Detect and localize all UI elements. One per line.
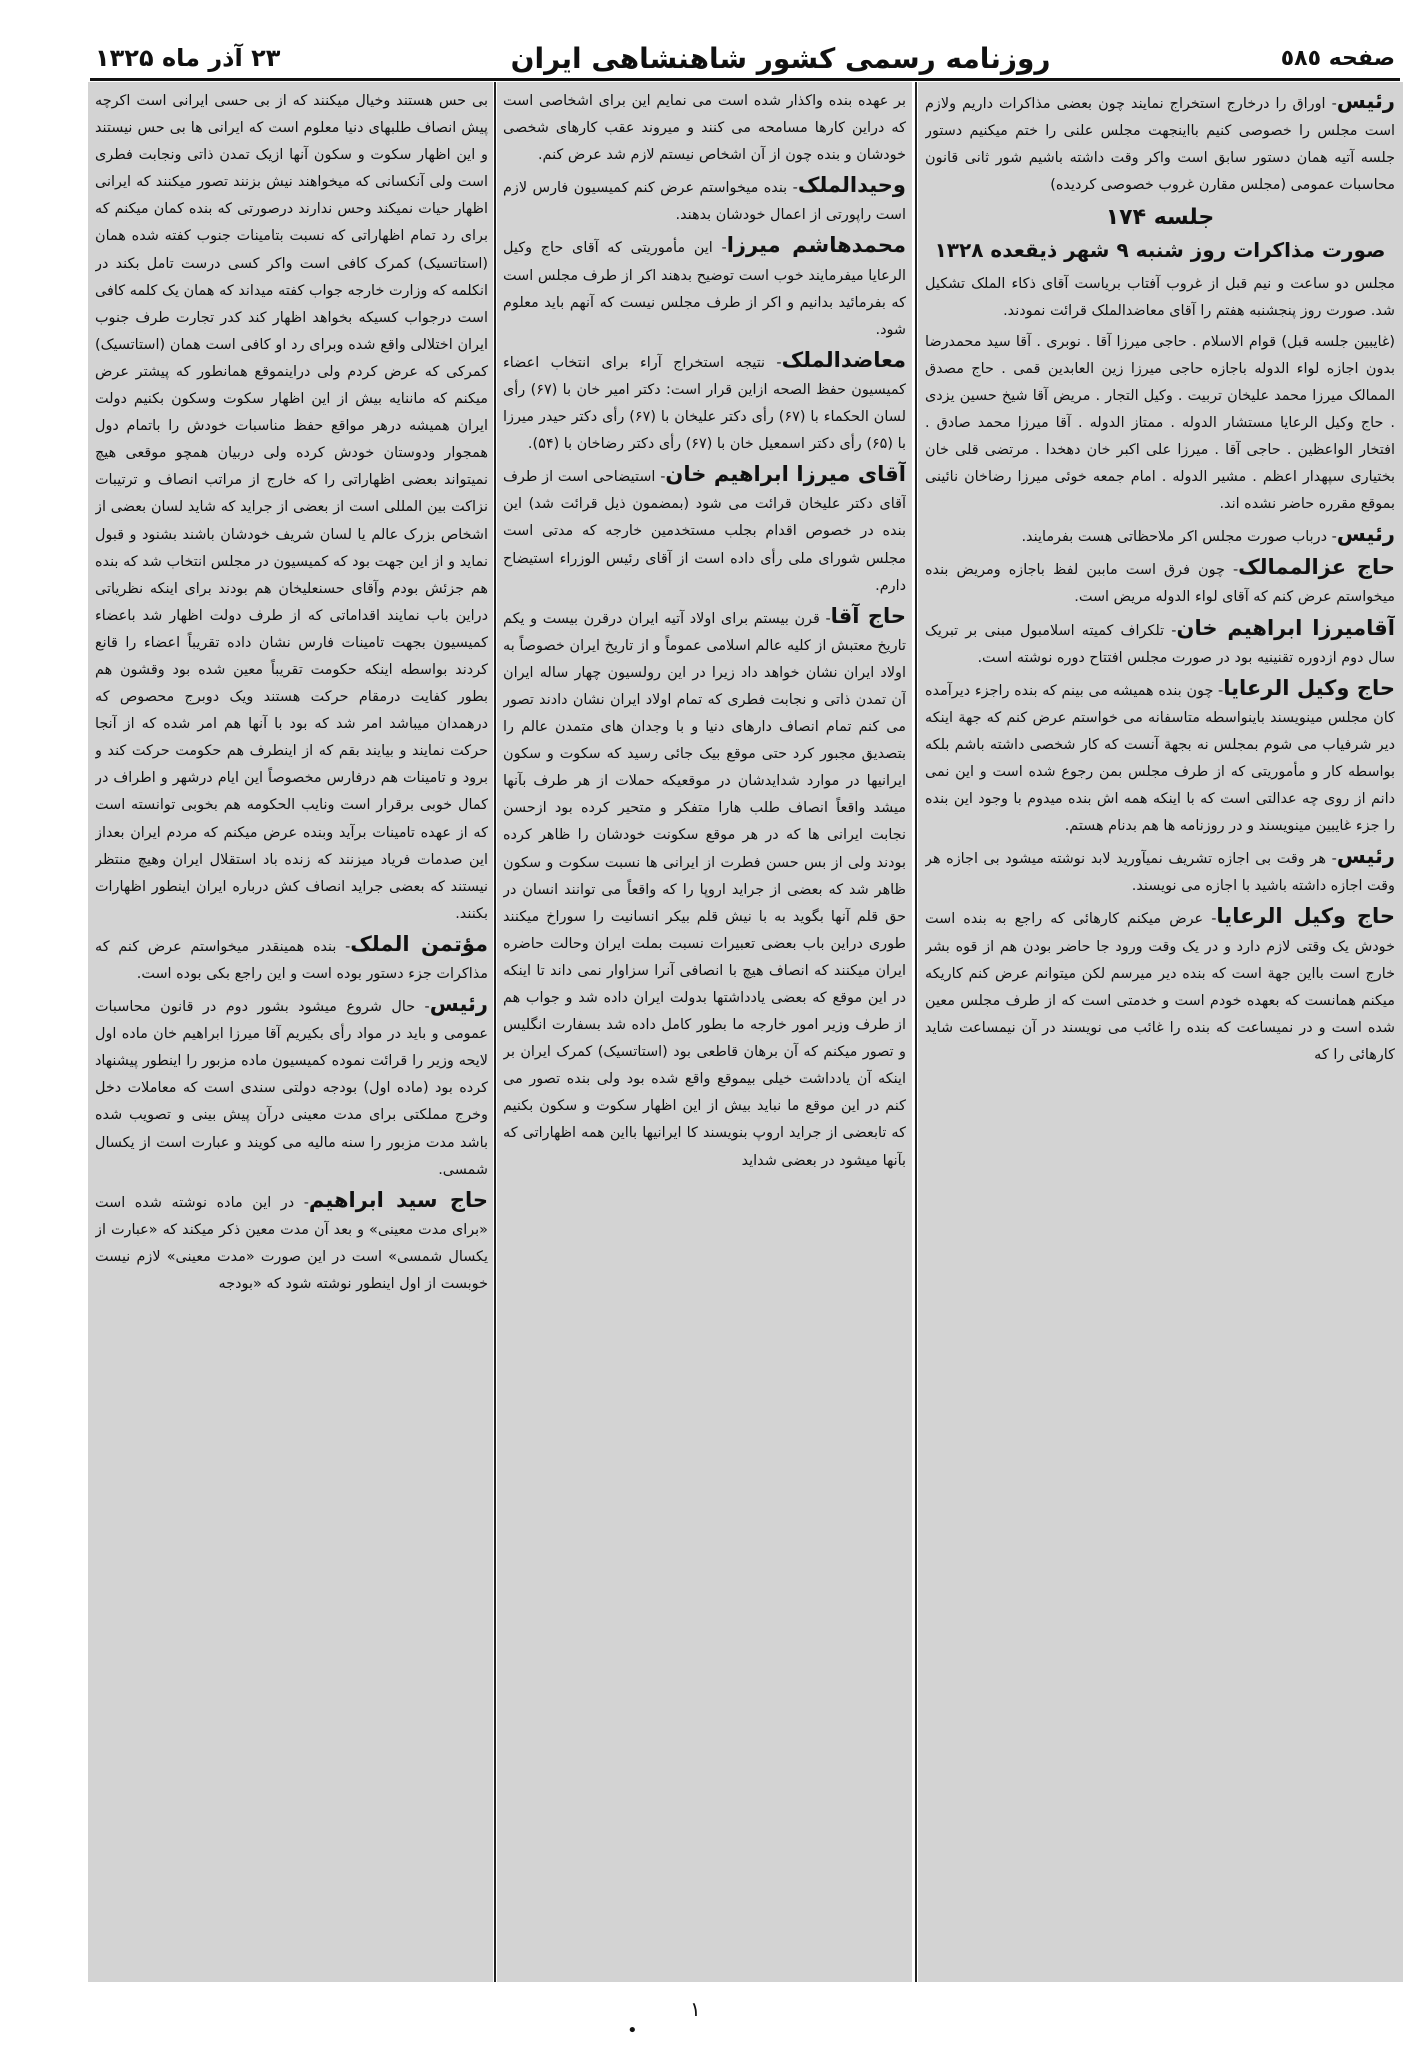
left-column bbox=[95, 88, 488, 1973]
newspaper-title: روزنامه رسمی کشور شاهنشاهی ایران bbox=[510, 41, 1051, 75]
column-divider bbox=[915, 82, 917, 1982]
speaker-name: رئیس bbox=[1336, 844, 1395, 869]
session-number: جلسه ۱۷۴ bbox=[1105, 205, 1215, 231]
speaker-name: رئیس bbox=[1336, 89, 1395, 113]
right-column bbox=[925, 88, 1395, 1973]
paragraph bbox=[95, 991, 488, 1184]
paragraph: بی حس هستند وخیال میکنند که از بی حسی ایرانی است اکرچه پیش انصاف طلبهای دنیا معلوم است که ایرانی ها بی حس نیستند و این اظهار سکوت و سکون آنها ازیک تمدن ذاتی ونجابت فطری است ولی آنکسانی که میخواهند نیش بزنند تصور میکنند که ایرانی اظهار حیات نمیکند وحس ندارند درصورتی که بنده کمان میکنم که برای رد تمام اظهاراتی که نسبت بتامینات جنوب کفته شده همان (استاتسیک) کمرک کافی است واکر کسی درست تامل بکند در انکلمه که وزارت خارجه جواب کفته میداند که همان یک کلمه کافی است درجواب کسیکه بخواهد اظهار کند کدر تجارت طرف جنوب ایران اختلالی واقع شده وبرای رد او کافی است همان (استاتسیک) کمرکی که عرض کردم ولی دراینموقع همانطور که پیشتر عرض میکنم که ماننایه بیش از این اظهار سکوت وسکون بکنیم دولت ایران همیشه درهر مواقع حفظ مناسبات خودش را باتمام دول همجوار ودوستان خودش کرده ولی دربیان همچو موقعی هیچ نمیتواند بعضی اظهاراتی را که خارج از مراتب انصاف و ترتیبات نزاکت بین المللی است از بعضی از جراید که شاید لسان بعضی از اشخاص بزرک عالم یا لسان شریف خودشان باشند بشنود و قبول نماید و از این جهت بود که کمیسیون در مجلس انتخاب شد که بنده هم جزئش بودم وآقای حسنعلیخان هم بودند برای اینکه نظریاتی دراین باب نمایند اقداماتی که از طرف دولت اظهار شد باعضاء کمیسیون بجهت تامینات فارس نشان داده تقریباً اعضاء را قانع کردند بواسطه اینکه حکومت تقریباً معین شده بود وقشون هم بطور کفایت درمقام حرکت هستند ویک دوبرج محصوص که درهمدان میباشد امر شد که بود با آنها هم امر شده که از آنجا حرکت نمایند و بیایند بقم که از اینطرف هم حکومت حرکت کند و برود و تامینات هم درفارس مخصوصاً این ایام درشهر و اطراف در کمال خوبی برقرار است ونایب الحکومه هم بخوبی توانسته است که از عهده تامینات برآید وبنده عرض میکنم که مردم ایران بعداز این صدمات فریاد میزنند که زنده باد استقلال ایران وهیچ منتظر نیستند که بعضی جراید انصاف کش درباره ایران اینطور اظهارات بکنند. bbox=[95, 93, 488, 922]
footer-dot: • bbox=[627, 2020, 638, 2041]
masthead-rule bbox=[90, 78, 1400, 81]
paragraph bbox=[95, 1187, 488, 1298]
speaker-name: حاج آقا bbox=[830, 603, 906, 628]
speech-text: - عرض میکنم کارهائی که راجع به بنده است خودش یک وقتی لازم دارد و در یک وقت ورود جا حاضر بودن هم از قوه بشر خارج است بااین جهة است که بنده دیر میرسم لکن میتوانم عرض کنم کاریکه میکنم همانست که بعهده خودم است و خدمتی است که از طرف مجلس معین شده است و در نمیساعت که بنده را غائب می نویسند در آن نیمساعت شاید کارهائی را که bbox=[925, 911, 1395, 1063]
paragraph bbox=[503, 461, 906, 599]
paragraph: بر عهده بنده واکذار شده است می نمایم این برای اشخاصی است که دراین کارها مسامحه می کنند و میروند عقب کارهای شخصی خودشان و بنده چون از آن اشخاص نیستم لازم شد عرض کنم. bbox=[503, 93, 906, 164]
paragraph bbox=[925, 88, 1395, 199]
speech-text: - قرن بیستم برای اولاد آتیه ایران درقرن بیست و یکم تاریخ معتبش از کلیه عالم اسلامی عموماً و از تاریخ ایران خصوصاً به اولاد ایران نشان خواهد داد زیرا در این رولسیون چهار ساله ایران آن تمدن ذاتی و نجابت فطری که تمام اولاد ایران نشان دادند تصور می کنم تمام انصاف دارهای دنیا و با وجدان های متمدن عالم را بتصدیق مجبور کرد حتی موقع بیک جائی رسید که سکوت و سکون ایرانیها در موارد شدایدشان در موقعیکه حملات از هر طرف بآنها میشد واقعاً انصاف طلب هارا متفکر و متحیر کرده بود ازحسن نجابت ایرانی ها که در هر موقع سکونت خودشان را ظاهر کرده بودند ولی از بس حسن فطرت از ایرانی ها نسبت سکوت و سکون ظاهر شد که بعضی از جراید اروپا را که واقعاً می توانند انسان در حق قلم آنها بگوید به با نیش قلم بیکر انسانیت را سوراخ میکنند طوری دراین باب بعضی تعبیرات نسبت بملت ایران وحالت حاضره ایران میکنند که انصاف هیچ با انصافی آنرا سزاوار نمی داند تا اینکه در این موقع که بعضی یادداشتها بدولت ایران داده شد و جواب هم از طرف وزیر امور خارجه ما بطور کامل داده شد بسفارت انگلیس و تصور میکنم که آن برهان قاطعی بود (استاتسیک) کمرک ایران بر اینکه آن یادداشت خیلی بیموقع واقع شده بود ولی بنده تصور می کنم در این موقع ما نباید بیش از این اظهار سکوت و سکون بکنیم که تابعضی از جراید اروپ بنویسند کا ایرانیها بااین همه اظهاراتی که بآنها میشود در بعضی شداید bbox=[503, 610, 906, 1169]
masthead bbox=[95, 38, 1395, 78]
speech-text: - نتیجه استخراج آراء برای انتخاب اعضاء کمیسیون حفظ الصحه ازاین قرار است: دکتر امیر خان با (۶۷) رأی لسان الحکماء با (۶۷) رأی دکتر علیخان با (۶۷) رأی دکتر حیدر میرزا با (۶۵) رأی دکتر اسمعیل خان با (۶۷) رأی دکتر رضاخان با (۵۴). bbox=[503, 354, 906, 453]
middle-column bbox=[503, 88, 906, 1973]
column-divider bbox=[494, 82, 496, 1982]
speaker-name: وحیدالملک bbox=[797, 173, 906, 198]
speech-text: - تلکراف کمیته اسلامبول مبنی بر تبریک سال دوم ازدوره تقنینیه بود در صورت مجلس افتتاح دوره نوشته است. bbox=[925, 622, 1395, 666]
issue-date: ۲۳ آذر ماه ۱۳۲۵ bbox=[95, 44, 281, 72]
absentees-list: (غایبین جلسه قبل) قوام الاسلام . حاجی میرزا آقا . نوبری . آقا سید محمدرضا بدون اجازه لواء الدوله باجازه حاجی میرزا زین العابدین قمی . حاج مصدق الممالک میرزا محمد علیخان تربیت . وکیل التجار . مریض آقا شیخ حسین یزدی . حاج وکیل الرعایا مستشار الدوله . ممتاز الدوله . آقا میرزا محمد صادق . افتخار الواعظین . حاجی آقا . میرزا علی اکبر خان دهخدا . مرتضی قلی خان بختیاری سپهدار اعظم . مشیر الدوله . امام جمعه خوئی میرزا رضاخان نائینی بموقع مقرره حاضر نشده اند. bbox=[925, 333, 1395, 513]
speaker-name: رئیس bbox=[1336, 522, 1395, 547]
paragraph bbox=[925, 554, 1395, 611]
speaker-name: مؤتمن الملک bbox=[350, 931, 488, 956]
speaker-name: حاج سید ابراهیم bbox=[308, 1187, 488, 1212]
speech-text: - در این ماده نوشته شده است «برای مدت معینی» و بعد آن مدت معین ذکر میکند که «عبارت از یکسال شمسی» است در این صورت «مدت معینی» لازم نیست خوبست از اول اینطور نوشته شود که «بودجه bbox=[95, 1194, 488, 1293]
speech-text: - این مأموریتی که آقای حاج وکیل الرعایا میفرمایند خوب است توضیح بدهند اکر از طرف مجلس است که بفرمائید بدانیم و اکر از طرف مجلس نیست که آنهم باید معلوم شود. bbox=[503, 240, 906, 338]
speech-text: - اوراق را درخارج استخراج نمایند چون بعضی مذاکرات داریم ولازم است مجلس را خصوصی کنیم بااینجهت مجلس علنی را ختم میکنیم دستور جلسه آتیه همان دستور سابق است واکر وقت داشته باشیم شور ثانی قانون محاسبات عمومی (مجلس مقارن غروب خصوصی کردیده) bbox=[925, 96, 1395, 194]
paragraph bbox=[503, 347, 906, 458]
page-label: صفحه ٥٨٥ bbox=[1280, 45, 1395, 71]
speaker-name: آقای میرزا ابراهیم خان bbox=[665, 462, 906, 487]
speaker-name: محمدهاشم میرزا bbox=[726, 233, 906, 258]
speech-text: - استیضاحی است از طرف آقای دکتر علیخان قرائت می شود (بمضمون ذیل قرائت شد) این بنده در خصوص اقدام بجلب مستخدمین خارجه که مدتی است مجلس شورای ملی رأی داده است از آقای رئیس الوزراء استیضاح دارم. bbox=[503, 469, 906, 594]
speech-text: - چون فرق است ماببن لفظ باجازه ومریض بنده میخواستم عرض کنم که آقای لواء الدوله مریض است. bbox=[925, 562, 1395, 606]
paragraph bbox=[925, 615, 1395, 672]
speech-text: - حال شروع میشود بشور دوم در قانون محاسبات عمومی و باید در مواد رأی بکیریم آقا میرزا ابراهیم خان ماده اول لایحه وزیر را قرائت نموده کمیسیون ماده مزبور را اینطور پیشنهاد کرده بود (ماده اول) بودجه دولتی سندی است که معاملات دخل وخرج مملکتی برای مدت معینی درآن پیش بینی و تصویب شده باشد مدت مزبور را سنه مالیه می کویند و عبارت است از یکسال شمسی. bbox=[95, 999, 488, 1178]
paragraph bbox=[503, 603, 906, 1175]
speech-text: - بنده همینقدر میخواستم عرض کنم که مذاکرات جزء دستور بوده است و این راجع بکی بوده است. bbox=[95, 938, 488, 982]
speaker-name: آقامیرزا ابراهیم خان bbox=[1176, 615, 1395, 640]
paragraph bbox=[925, 675, 1395, 841]
speech-text: - چون بنده همیشه می بینم که بنده راجزء دیرآمده کان مجلس مینویسند باینواسطه متاسفانه می خواستم عرض کنم که جهة اینکه دیر شرفیاب می شوم بمجلس نه بجهة آنست که کار شخصی داشته باشم بلکه بواسطه کار و مأموریتی که از طرف مجلس بمن رجوع شده است و این نمی دانم از روی چه عدالتی است که با اینکه همه اش بنده میدوم با وجود این بنده را جزء غایبین مینویسند و در روزنامه ها هم بدنام هستم. bbox=[925, 682, 1395, 835]
paragraph bbox=[925, 903, 1395, 1069]
paragraph: مجلس دو ساعت و نیم قبل از غروب آفتاب بریاست آقای ذکاء الملک تشکیل شد. صورت روز پنجشنبه هفتم را آقای معاضدالملک قرائت نمودند. bbox=[925, 276, 1395, 320]
paragraph bbox=[95, 931, 488, 988]
session-title: صورت مذاکرات روز شنبه ۹ شهر ذیقعده ۱۳۲۸ bbox=[934, 238, 1386, 263]
speaker-name: حاج عزالممالک bbox=[1238, 555, 1395, 580]
speaker-name: حاج وکیل الرعایا bbox=[1223, 675, 1395, 700]
speech-text: - هر وقت بی اجازه تشریف نمیآورید لابد نوشته میشود بی اجازه هر وقت اجازه داشته باشید با اجازه می نویسند. bbox=[925, 851, 1395, 895]
paragraph bbox=[925, 843, 1395, 900]
speech-text: - بنده میخواستم عرض کنم کمیسیون فارس لازم است راپورتی از اعمال خودشان بدهند. bbox=[503, 180, 906, 224]
speaker-name: معاضدالملک bbox=[781, 347, 906, 372]
paragraph bbox=[503, 172, 906, 229]
paragraph bbox=[503, 232, 906, 343]
page-number: ١ bbox=[690, 1997, 701, 2021]
speaker-name: حاج وکیل الرعایا bbox=[1216, 904, 1395, 929]
speaker-name: رئیس bbox=[429, 992, 488, 1017]
paragraph bbox=[925, 521, 1395, 551]
speech-text: - درباب صورت مجلس اکر ملاحظاتی هست بفرمایند. bbox=[1021, 529, 1337, 546]
